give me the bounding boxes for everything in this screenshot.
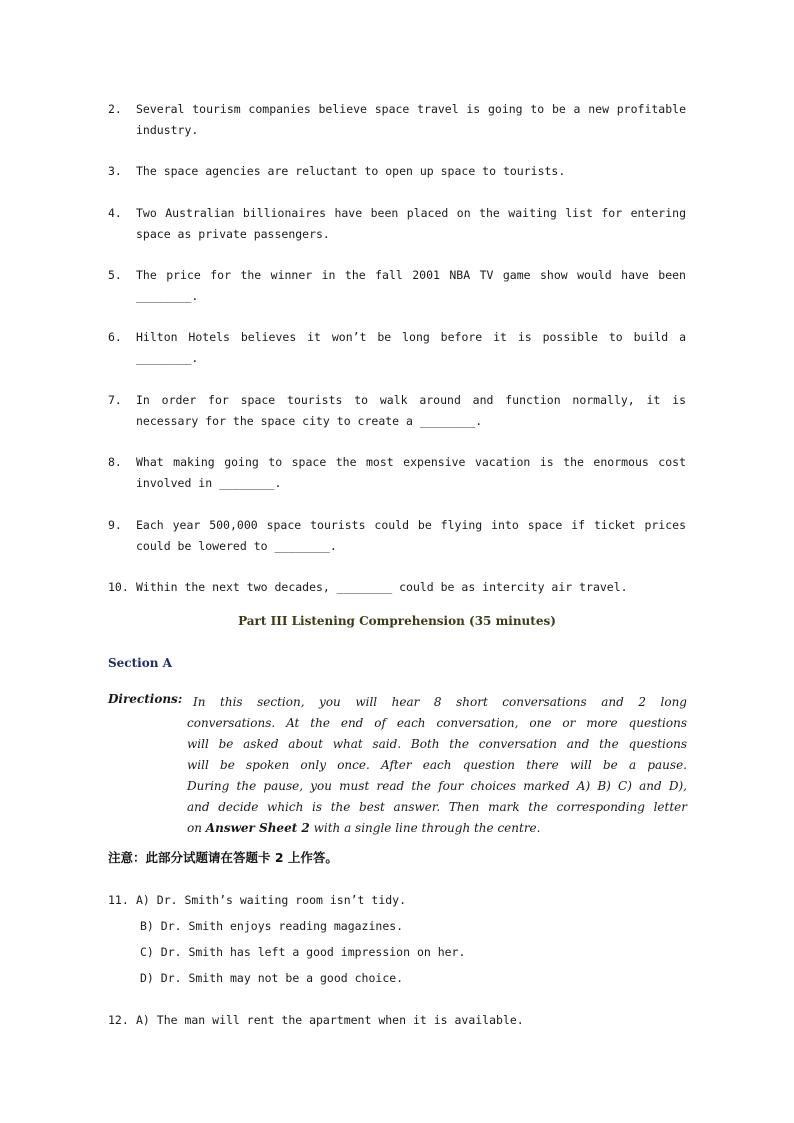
question-2 (108, 99, 686, 141)
question-3 (108, 161, 686, 182)
directions-text (187, 692, 687, 839)
question-4 (108, 203, 686, 245)
option-text: A) Dr. Smith’s waiting room isn’t tidy. (136, 893, 407, 907)
option-text: C) Dr. Smith has left a good impression on her. (140, 945, 466, 959)
answer-sheet-reference: Answer Sheet 2 (205, 821, 310, 835)
question-8 (108, 452, 686, 494)
question-number: 5. (108, 268, 122, 282)
question-text: In order for space tourists to walk around and function normally, it is necessary for the space city to create a ________. (136, 393, 686, 428)
question-text: Within the next two decades, ________ could be as intercity air travel. (136, 580, 628, 594)
option-text: D) Dr. Smith may not be a good choice. (140, 971, 404, 985)
directions-last-prefix: on (187, 821, 206, 835)
question-text: The price for the winner in the fall 2001 NBA TV game show would have been ________. (136, 268, 686, 303)
question-number: 11. (108, 893, 129, 907)
directions-last-suffix: with a single line through the centre. (309, 821, 541, 835)
question-12-option-a (108, 1010, 524, 1030)
directions-line: and decide which is the best answer. Then mark the corresponding letter (187, 800, 687, 814)
question-9 (108, 515, 686, 557)
question-11-option-a (108, 890, 406, 910)
option-text: A) The man will rent the apartment when it is available. (136, 1013, 524, 1027)
directions-line: In this section, you will hear 8 short conversations and 2 long (193, 695, 687, 709)
question-number: 2. (108, 102, 122, 116)
question-6 (108, 327, 686, 369)
directions-line: conversations. At the end of each conversation, one or more questions (187, 716, 687, 730)
question-5 (108, 265, 686, 307)
directions-line-last (187, 818, 687, 839)
question-number: 7. (108, 393, 122, 407)
question-number: 12. (108, 1013, 129, 1027)
question-7 (108, 390, 686, 432)
part-heading: Part III Listening Comprehension (35 minutes) (238, 614, 556, 628)
directions-line: will be spoken only once. After each question there will be a pause. (187, 758, 687, 772)
question-number: 6. (108, 330, 122, 344)
question-text: What making going to space the most expensive vacation is the enormous cost involved in ________. (136, 455, 686, 490)
directions-line: will be asked about what said. Both the conversation and the questions (187, 737, 687, 751)
question-number: 10. (108, 580, 129, 594)
question-number: 3. (108, 164, 122, 178)
chinese-note: 注意：此部分试题请在答题卡 2 上作答。 (108, 850, 338, 865)
question-number: 4. (108, 206, 122, 220)
directions-line: During the pause, you must read the four choices marked A) B) C) and D), (187, 779, 687, 793)
question-11-option-b (140, 916, 403, 936)
question-text: Each year 500,000 space tourists could be flying into space if ticket prices could be lowered to ________. (136, 518, 686, 553)
question-11-option-c (140, 942, 465, 962)
question-11-option-d (140, 968, 403, 988)
directions-label: Directions: (108, 692, 183, 706)
section-label: Section A (108, 656, 172, 670)
question-number: 9. (108, 518, 122, 532)
question-text: Hilton Hotels believes it won’t be long before it is possible to build a ________. (136, 330, 686, 365)
question-number: 8. (108, 455, 122, 469)
question-text: Two Australian billionaires have been placed on the waiting list for entering space as private passengers. (136, 206, 686, 241)
question-text: The space agencies are reluctant to open up space to tourists. (136, 164, 566, 178)
option-text: B) Dr. Smith enjoys reading magazines. (140, 919, 404, 933)
question-10 (108, 577, 686, 598)
question-text: Several tourism companies believe space travel is going to be a new profitable industry. (136, 102, 686, 137)
